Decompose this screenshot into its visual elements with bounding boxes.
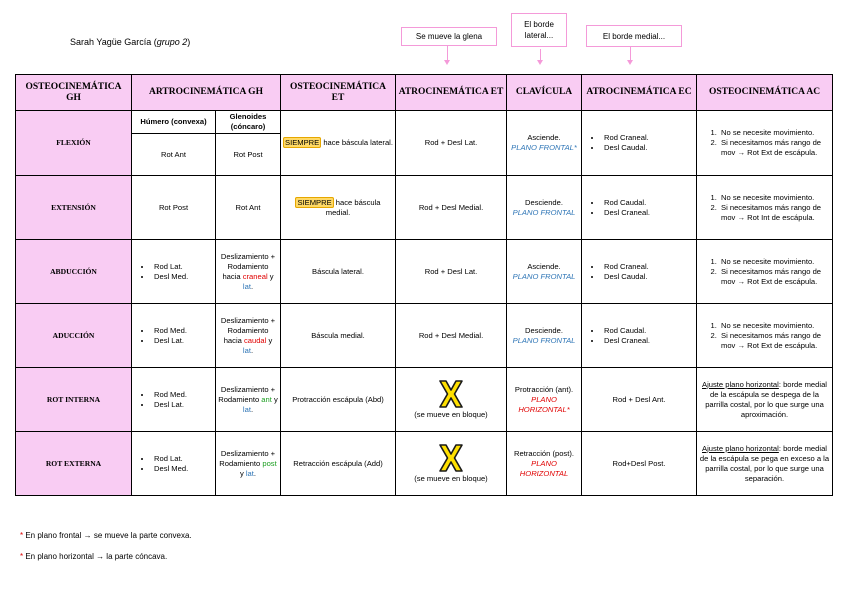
abduccion-gl-end: . — [250, 281, 254, 291]
rot-externa-gl-dir2: lat — [245, 468, 254, 478]
row-name-extension: EXTENSIÓN — [16, 176, 132, 240]
note-lateral-arrowhead — [537, 60, 543, 65]
rot-interna-clav-plane: PLANO HORIZONTAL* — [518, 394, 570, 414]
note-borde-lateral — [511, 13, 567, 47]
row-name-flexion: FLEXIÓN — [16, 111, 132, 176]
note-medial-arrow — [630, 47, 631, 61]
author-name: Sarah Yagüe García — [70, 37, 152, 47]
header-osteo-gh: OSTEOCINEMÁTICA GH — [16, 75, 132, 111]
header-artro-gh: ARTROCINEMÁTICA GH — [132, 75, 281, 111]
aduccion-glenoides — [216, 304, 281, 368]
rot-externa-osteo-ac — [697, 432, 833, 496]
note-glena — [401, 27, 497, 46]
rot-interna-gl-dir2: lat — [242, 404, 251, 414]
header-osteo-et: OSTEOCINEMÁTICA ET — [281, 75, 396, 111]
aduccion-gl-y: y — [266, 335, 273, 345]
abduccion-clavicula — [507, 240, 582, 304]
aduccion-gl-text: Deslizamiento + Rodamiento hacia — [220, 315, 276, 345]
footnote-frontal-text: En plano frontal → se mueve la parte convexa. — [23, 531, 192, 540]
aduccion-clavicula — [507, 304, 582, 368]
abduccion-gl-text: Deslizamiento + Rodamiento hacia — [220, 251, 276, 281]
rot-externa-humero — [132, 432, 216, 496]
list-item: • Desl Med. — [152, 464, 213, 474]
list-item: • Rod Caudal. — [602, 326, 694, 336]
footnote-star: * — [20, 531, 24, 540]
abduccion-gl-dir1: craneal — [242, 271, 268, 281]
aduccion-osteo-et: Báscula medial. — [281, 304, 396, 368]
list-item: • Desl Craneal. — [602, 336, 694, 346]
extension-humero: Rot Post — [132, 176, 216, 240]
siempre-highlight: SIEMPRE — [297, 197, 332, 207]
flexion-atro-et: Rod + Desl Lat. — [396, 111, 507, 176]
x-mark-icon — [437, 379, 465, 409]
list-item: • Rod Med. — [152, 326, 213, 336]
abduccion-gl-y: y — [267, 271, 274, 281]
list-item: • Desl Caudal. — [602, 272, 694, 282]
rot-externa-glenoides — [216, 432, 281, 496]
note-glena-arrowhead — [444, 60, 450, 65]
note-medial-arrowhead — [627, 60, 633, 65]
footnote-horizontal-text: En plano horizontal → la parte cóncava. — [23, 552, 168, 561]
note-glena-text: Se mueve la glena — [415, 32, 483, 41]
note-borde-medial-text: El borde medial... — [602, 31, 666, 41]
list-item: • Rod Lat. — [152, 262, 213, 272]
rot-externa-clav-move: Retracción (post). — [514, 448, 574, 458]
list-item: 2. Si necesitamos más rango de mov → Rot Int de escápula. — [719, 203, 830, 223]
extension-clavicula — [507, 176, 582, 240]
siempre-highlight: SIEMPRE — [285, 138, 320, 147]
note-borde-lateral-text: El borde lateral... — [524, 20, 554, 40]
list-item: • Rod Caudal. — [602, 198, 694, 208]
extension-atro-et: Rod + Desl Medial. — [396, 176, 507, 240]
list-item: • Rod Craneal. — [602, 262, 694, 272]
extension-glenoides: Rot Ant — [216, 176, 281, 240]
list-item: 2. Si necesitamos más rango de mov → Rot Ext de escápula. — [719, 331, 830, 351]
rot-externa-ac-text: : borde medial de la escápula se pega en exceso a la parrilla costal, por lo que surge una separación. — [699, 443, 830, 483]
extension-osteo-ac — [697, 176, 833, 240]
row-name-rot-externa: ROT EXTERNA — [16, 432, 132, 496]
rot-externa-osteo-et: Retracción escápula (Add) — [281, 432, 396, 496]
aduccion-osteo-ac — [697, 304, 833, 368]
abduccion-clav-move: Asciende. — [527, 261, 561, 271]
header-clavicula: CLAVÍCULA — [507, 75, 582, 111]
rot-interna-clav-move: Protracción (ant). — [514, 384, 574, 394]
rot-externa-atro-ec: Rod+Desl Post. — [582, 432, 697, 496]
header-atro-et: ATROCINEMÁTICA ET — [396, 75, 507, 111]
aduccion-gl-dir1: caudal — [243, 335, 267, 345]
rot-interna-ac-text: : borde medial de la escápula se despega de la parrilla costal, por lo que surge una aproximación. — [705, 379, 827, 419]
header-atro-ec: ATROCINEMÁTICA EC — [582, 75, 697, 111]
aduccion-atro-ec — [582, 304, 697, 368]
rot-interna-osteo-ac — [697, 368, 833, 432]
aduccion-atro-et: Rod + Desl Medial. — [396, 304, 507, 368]
row-name-aduccion: ADUCCIÓN — [16, 304, 132, 368]
extension-clav-move: Desciende. — [525, 197, 563, 207]
aduccion-clav-plane: PLANO FRONTAL — [512, 335, 576, 345]
aduccion-gl-dir2: lat — [242, 345, 251, 355]
x-mark-icon — [437, 443, 465, 473]
list-item: • Rod Craneal. — [602, 133, 694, 143]
list-item: • Desl Med. — [152, 272, 213, 282]
list-item: 1. No se necesite movimiento. — [719, 128, 830, 138]
rot-externa-gl-dir1: post — [262, 458, 277, 468]
rot-interna-gl-end: . — [250, 404, 254, 414]
list-item: • Desl Craneal. — [602, 208, 694, 218]
rot-externa-clavicula — [507, 432, 582, 496]
list-item: • Desl Lat. — [152, 400, 213, 410]
flexion-atro-ec — [582, 111, 697, 176]
rot-interna-gl-dir1: ant — [261, 394, 272, 404]
flexion-osteo-ac — [697, 111, 833, 176]
abduccion-osteo-et: Báscula lateral. — [281, 240, 396, 304]
rot-externa-ac-title: Ajuste plano horizontal — [702, 443, 779, 453]
list-item: • Rod Med. — [152, 390, 213, 400]
rot-interna-ac-title: Ajuste plano horizontal — [702, 379, 779, 389]
row-name-abduccion: ABDUCCIÓN — [16, 240, 132, 304]
flexion-clav-move: Asciende. — [527, 133, 561, 142]
list-item: 2. Si necesitamos más rango de mov → Rot Ext de escápula. — [719, 267, 830, 287]
rot-interna-gl-y: y — [271, 394, 278, 404]
abduccion-clav-plane: PLANO FRONTAL — [512, 271, 576, 281]
abduccion-gl-dir2: lat — [242, 281, 251, 291]
list-item: • Desl Lat. — [152, 336, 213, 346]
note-glena-arrow — [447, 46, 448, 61]
rot-interna-atro-et-note: (se mueve en bloque) — [414, 410, 488, 419]
flexion-glenoides: Rot Post — [216, 134, 281, 176]
list-item: • Desl Caudal. — [602, 143, 694, 153]
extension-clav-plane: PLANO FRONTAL — [512, 207, 576, 217]
header-osteo-ac: OSTEOCINEMÁTICA AC — [697, 75, 833, 111]
author-group: grupo 2 — [156, 37, 188, 47]
rot-externa-clav-plane: PLANO HORIZONTAL — [519, 458, 569, 478]
abduccion-atro-et: Rod + Desl Lat. — [396, 240, 507, 304]
abduccion-atro-ec — [582, 240, 697, 304]
flexion-clavicula — [507, 111, 582, 176]
rot-interna-humero — [132, 368, 216, 432]
rot-interna-atro-et — [396, 368, 507, 432]
list-item: 1. No se necesite movimiento. — [719, 257, 830, 267]
abduccion-humero — [132, 240, 216, 304]
extension-atro-ec — [582, 176, 697, 240]
abduccion-glenoides — [216, 240, 281, 304]
rot-externa-gl-end: . — [253, 468, 257, 478]
rot-interna-glenoides — [216, 368, 281, 432]
abduccion-osteo-ac — [697, 240, 833, 304]
aduccion-gl-end: . — [250, 345, 254, 355]
list-item: 1. No se necesite movimiento. — [719, 193, 830, 203]
footnote-horizontal — [20, 552, 167, 561]
extension-osteo-et-text: hace báscula medial. — [325, 197, 381, 217]
rot-externa-gl-y: y — [239, 468, 246, 478]
rot-externa-atro-et-note: (se mueve en bloque) — [414, 474, 488, 483]
flexion-osteo-et-text: hace báscula lateral. — [321, 138, 393, 147]
flexion-humero: Rot Ant — [132, 134, 216, 176]
rot-interna-osteo-et: Protracción escápula (Abd) — [281, 368, 396, 432]
subheader-humero: Húmero (convexa) — [132, 111, 216, 134]
rot-externa-gl-text: Deslizamiento + Rodamiento — [219, 448, 276, 468]
kinematics-table — [15, 74, 833, 496]
list-item: 1. No se necesite movimiento. — [719, 321, 830, 331]
flexion-osteo-et — [281, 111, 396, 176]
author-line: Sarah Yagüe García (grupo 2) — [70, 37, 191, 47]
rot-interna-gl-text: Deslizamiento + Rodamiento — [218, 384, 276, 404]
note-borde-medial — [586, 25, 682, 47]
row-name-rot-interna: ROT INTERNA — [16, 368, 132, 432]
flexion-clav-plane: PLANO FRONTAL* — [511, 143, 577, 152]
rot-interna-atro-ec: Rod + Desl Ant. — [582, 368, 697, 432]
rot-interna-clavicula — [507, 368, 582, 432]
aduccion-clav-move: Desciende. — [525, 325, 563, 335]
list-item: 2. Si necesitamos más rango de mov → Rot Ext de escápula. — [719, 138, 830, 158]
extension-osteo-et — [281, 176, 396, 240]
list-item: • Rod Lat. — [152, 454, 213, 464]
aduccion-humero — [132, 304, 216, 368]
subheader-glenoides: Glenoides (cóncaro) — [216, 111, 281, 134]
footnote-frontal — [20, 531, 192, 540]
rot-externa-atro-et — [396, 432, 507, 496]
footnote-star: * — [20, 552, 24, 561]
